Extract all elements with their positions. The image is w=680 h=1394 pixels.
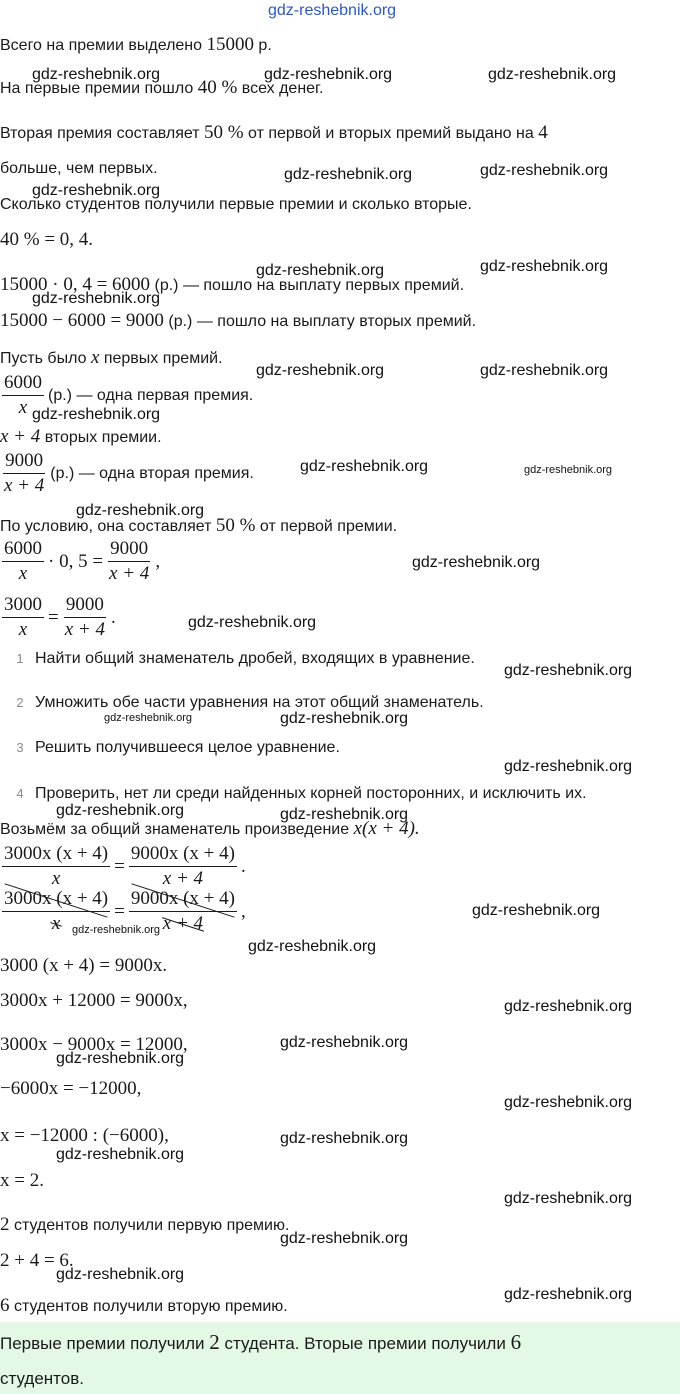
- problem-question: Сколько студентов получили первые премии и сколько вторые.: [0, 196, 472, 213]
- equation-operator: =: [114, 900, 125, 922]
- answer-text: Первые премии получили: [0, 1334, 210, 1353]
- watermark[interactable]: gdz-reshebnik.org: [56, 1266, 185, 1283]
- step-item-1: [5, 650, 475, 668]
- fraction-denominator: x: [18, 563, 28, 584]
- fraction-denominator: x: [18, 397, 28, 418]
- watermark[interactable]: gdz-reshebnik.org: [56, 802, 185, 819]
- math-number: 15000: [206, 34, 254, 55]
- solution-text: (р.) — одна первая премия.: [48, 386, 254, 404]
- solution-second-prize: [2, 450, 254, 497]
- math-number: 4: [538, 122, 548, 143]
- math-expression: 15000 · 0, 4 = 6000: [0, 274, 151, 295]
- step-item-4: [5, 785, 587, 803]
- solution-text: Возьмём за общий знаменатель произведение: [0, 821, 354, 838]
- equation-operator: =: [48, 606, 59, 628]
- answer-line-1: [0, 1330, 521, 1355]
- step-text: Решить получившееся целое уравнение.: [35, 739, 340, 756]
- fraction: [2, 538, 44, 585]
- fraction: [2, 594, 44, 641]
- solution-text: студентов получили первую премию.: [9, 1217, 290, 1234]
- fraction-denominator: x: [51, 913, 61, 934]
- math-number: 2: [209, 1330, 220, 1354]
- fraction-numerator: 9000: [3, 450, 45, 474]
- watermark[interactable]: gdz-reshebnik.org: [472, 902, 601, 919]
- punctuation: .: [110, 606, 116, 628]
- fraction: [2, 843, 110, 890]
- watermark[interactable]: gdz-reshebnik.org: [284, 166, 413, 183]
- watermark[interactable]: gdz-reshebnik.org: [504, 998, 633, 1015]
- equation-operator: · 0, 5 =: [48, 550, 104, 572]
- step-number: 1: [16, 651, 24, 666]
- watermark[interactable]: gdz-reshebnik.org: [256, 362, 385, 379]
- line-first-count: [0, 1214, 289, 1236]
- problem-line-4: больше, чем первых.: [0, 160, 158, 177]
- watermark[interactable]: gdz-reshebnik.org: [280, 806, 409, 823]
- line-simplified: −6000x = −12000,: [0, 1078, 142, 1099]
- fraction-numerator: 3000x (x + 4): [2, 888, 110, 912]
- fraction-denominator: x + 4: [4, 475, 45, 496]
- math-expression: 15000 − 6000 = 9000: [0, 310, 164, 331]
- line-expanded: 3000 (x + 4) = 9000x.: [0, 955, 168, 976]
- step-number: 2: [16, 695, 24, 710]
- problem-line-3: [0, 122, 548, 144]
- fraction: [129, 843, 237, 890]
- solution-text: По условию, она составляет: [0, 518, 216, 535]
- equation-1: [2, 538, 160, 585]
- watermark[interactable]: gdz-reshebnik.org: [280, 1230, 409, 1247]
- watermark[interactable]: gdz-reshebnik.org: [56, 1146, 185, 1163]
- step-item-3: [5, 739, 340, 757]
- math-number: 6: [510, 1330, 522, 1354]
- watermark[interactable]: gdz-reshebnik.org: [300, 458, 429, 475]
- watermark[interactable]: gdz-reshebnik.org: [480, 162, 609, 179]
- equation-3: [2, 843, 246, 890]
- step-text: Найти общий знаменатель дробей, входящих в уравнение.: [35, 650, 475, 667]
- equation-operator: =: [114, 855, 125, 877]
- solution-x-plus-4: [0, 426, 162, 448]
- fraction-numerator: 6000: [2, 538, 44, 562]
- fraction-denominator: x + 4: [162, 913, 204, 934]
- watermark-top[interactable]: gdz-reshebnik.org: [268, 2, 397, 19]
- solution-let-x: [0, 347, 223, 369]
- watermark[interactable]: gdz-reshebnik.org: [524, 464, 613, 476]
- fraction-numerator: 9000x (x + 4): [129, 888, 237, 912]
- fraction-denominator: x: [18, 619, 28, 640]
- watermark[interactable]: gdz-reshebnik.org: [32, 290, 161, 307]
- solution-text: Пусть было: [0, 350, 91, 367]
- watermark[interactable]: gdz-reshebnik.org: [104, 712, 193, 724]
- watermark[interactable]: gdz-reshebnik.org: [32, 66, 161, 83]
- line-sum: 2 + 4 = 6.: [0, 1250, 74, 1271]
- solution-text: первых премий.: [99, 350, 223, 367]
- watermark[interactable]: gdz-reshebnik.org: [32, 406, 161, 423]
- problem-line-1: [0, 34, 272, 56]
- watermark[interactable]: gdz-reshebnik.org: [412, 554, 541, 571]
- math-variable: x: [90, 347, 100, 368]
- solution-text: (р.) — одна вторая премия.: [50, 464, 254, 482]
- watermark[interactable]: gdz-reshebnik.org: [76, 502, 205, 519]
- problem-text: Вторая премия составляет: [0, 125, 204, 142]
- watermark[interactable]: gdz-reshebnik.org: [280, 1034, 409, 1051]
- watermark[interactable]: gdz-reshebnik.org: [188, 614, 317, 631]
- line-second-count: [0, 1295, 288, 1317]
- watermark[interactable]: gdz-reshebnik.org: [488, 66, 617, 83]
- fraction-denominator: x + 4: [162, 868, 204, 889]
- equation-2: [2, 594, 116, 641]
- punctuation: ,: [155, 550, 161, 572]
- watermark[interactable]: gdz-reshebnik.org: [56, 1050, 185, 1067]
- watermark[interactable]: gdz-reshebnik.org: [480, 362, 609, 379]
- watermark[interactable]: gdz-reshebnik.org: [72, 924, 161, 936]
- solution-text: студентов получили вторую премию.: [9, 1298, 288, 1315]
- step-text: Умножить обе части уравнения на этот общий знаменатель.: [35, 694, 484, 711]
- watermark[interactable]: gdz-reshebnik.org: [32, 182, 161, 199]
- line-move-terms: 3000x − 9000x = 12000,: [0, 1034, 188, 1055]
- watermark[interactable]: gdz-reshebnik.org: [280, 710, 409, 727]
- math-number: 50 %: [204, 122, 244, 143]
- fraction-denominator: x + 4: [64, 619, 105, 640]
- math-number: 50 %: [215, 515, 256, 536]
- watermark[interactable]: gdz-reshebnik.org: [504, 1286, 633, 1303]
- step-number: 3: [16, 740, 24, 755]
- math-expression: x + 4: [0, 426, 41, 447]
- line-result: x = 2.: [0, 1170, 44, 1191]
- fraction-numerator: 6000: [2, 372, 44, 396]
- watermark[interactable]: gdz-reshebnik.org: [264, 66, 393, 83]
- math-expression: x(x + 4).: [353, 818, 420, 839]
- problem-text: Всего на премии выделено: [0, 37, 207, 54]
- solution-percent: 40 % = 0, 4.: [0, 229, 94, 250]
- watermark[interactable]: gdz-reshebnik.org: [248, 938, 377, 955]
- solution-line-second-sum: [0, 310, 476, 332]
- fraction-numerator: 9000x (x + 4): [129, 843, 237, 867]
- solution-text: (р.) — пошло на выплату первых премий.: [150, 277, 465, 294]
- problem-text: от первой и вторых премий выдано на: [243, 125, 539, 142]
- solution-text: (р.) — пошло на выплату вторых премий.: [163, 313, 477, 330]
- punctuation: .: [240, 855, 246, 877]
- math-number: 6: [0, 1295, 10, 1316]
- solution-text: вторых премии.: [40, 429, 162, 446]
- step-item-2: [5, 694, 484, 712]
- answer-line-2: студентов.: [0, 1369, 84, 1388]
- watermark[interactable]: gdz-reshebnik.org: [256, 262, 385, 279]
- watermark[interactable]: gdz-reshebnik.org: [480, 258, 609, 275]
- fraction-numerator: 9000: [108, 538, 150, 562]
- answer-box: [0, 1322, 680, 1394]
- math-number: 40 %: [197, 77, 238, 98]
- watermark[interactable]: gdz-reshebnik.org: [280, 1130, 409, 1147]
- step-number: 4: [16, 786, 24, 801]
- line-division: x = −12000 : (−6000),: [0, 1125, 169, 1146]
- math-number: 2: [0, 1214, 10, 1235]
- watermark[interactable]: gdz-reshebnik.org: [504, 1094, 633, 1111]
- fraction-numerator: 3000: [2, 594, 44, 618]
- problem-text: всех денег.: [237, 80, 324, 97]
- fraction-denominator: x: [51, 868, 61, 889]
- solution-text: от первой премии.: [255, 518, 398, 535]
- fraction: [63, 594, 107, 641]
- watermark[interactable]: gdz-reshebnik.org: [504, 662, 633, 679]
- problem-text: На первые премии пошло: [0, 80, 198, 97]
- step-text: Проверить, нет ли среди найденных корней посторонних, и исключить их.: [35, 785, 587, 802]
- fraction-denominator: x + 4: [109, 563, 150, 584]
- fraction: [107, 538, 151, 585]
- problem-text: р.: [253, 37, 272, 54]
- punctuation: ,: [240, 900, 246, 922]
- fraction-numerator: 3000x (x + 4): [2, 843, 110, 867]
- fraction-numerator: 9000: [64, 594, 106, 618]
- fraction: [2, 450, 46, 497]
- answer-text: студента. Вторые премии получили: [219, 1334, 511, 1353]
- watermark[interactable]: gdz-reshebnik.org: [504, 1190, 633, 1207]
- line-open-brackets: 3000x + 12000 = 9000x,: [0, 990, 188, 1011]
- watermark[interactable]: gdz-reshebnik.org: [504, 758, 633, 775]
